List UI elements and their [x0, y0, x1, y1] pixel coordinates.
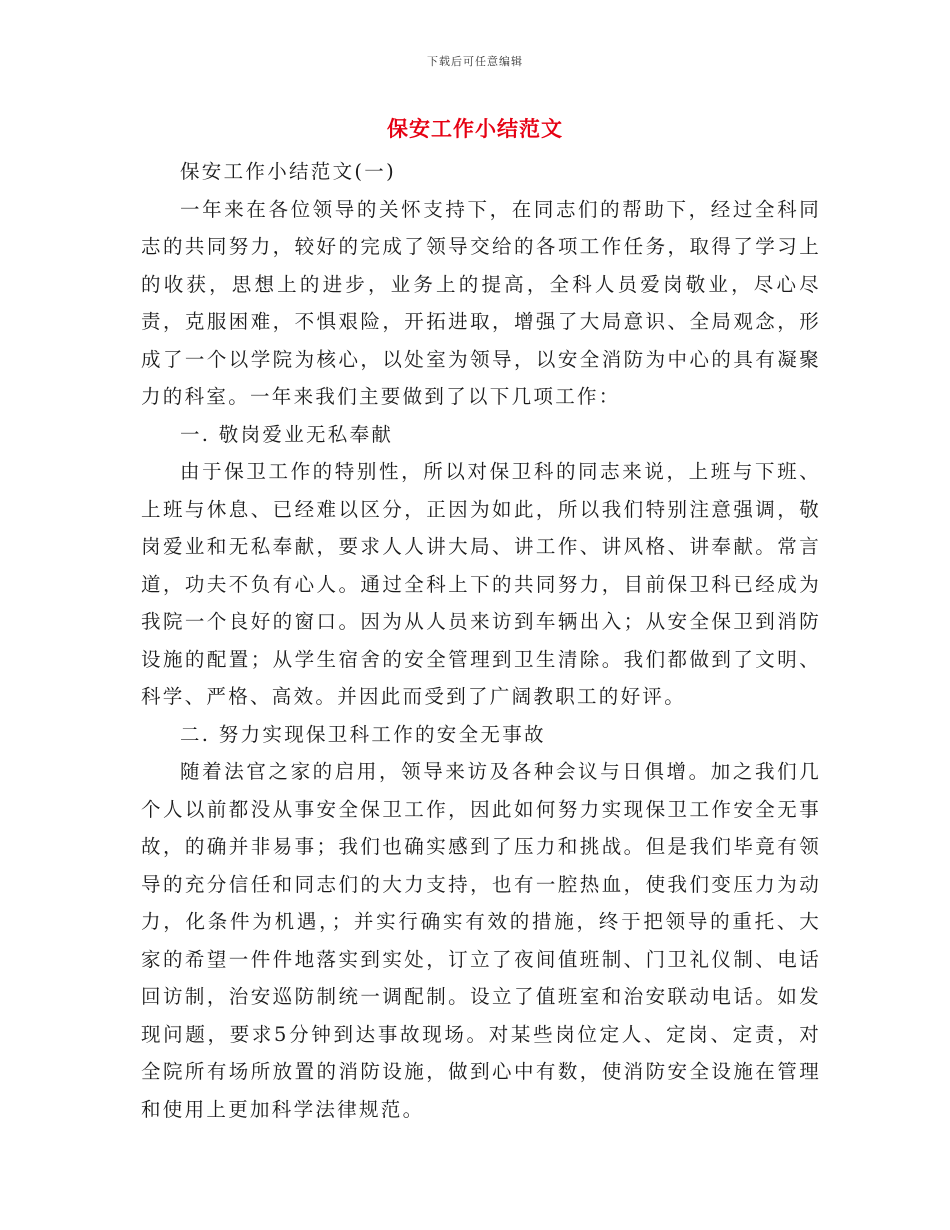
subtitle: 保安工作小结范文(一): [180, 160, 397, 183]
paragraph-section-1: 由于保卫工作的特别性，所以对保卫科的同志来说，上班与下班、上班与休息、已经难以区分，正因为如此，所以我们特别注意强调，敬岗爱业和无私奉献，要求人人讲大局、讲工作、讲风格、讲奉献。常言道，功夫不负有心人。通过全科上下的共同努力，目前保卫科已经成为我院一个良好的窗口。因为从人员来访到车辆出入；从安全保卫到消防设施的配置；从学生宿舍的安全管理到卫生清除。我们都做到了文明、科学、严格、高效。并因此而受到了广阔教职工的好评。: [141, 460, 821, 708]
section-heading-2: 二. 努力实现保卫科工作的安全无事故: [180, 722, 546, 746]
document-body: [141, 153, 821, 1128]
document-title: 保安工作小结范文: [387, 116, 563, 141]
section-heading-1: 一. 敬岗爱业无私奉献: [180, 422, 394, 446]
header-note: 下载后可任意编辑: [427, 55, 523, 68]
paragraph-intro: 一年来在各位领导的关怀支持下，在同志们的帮助下，经过全科同志的共同努力，较好的完成了领导交给的各项工作任务，取得了学习上的收获，思想上的进步，业务上的提高，全科人员爱岗敬业，尽心尽责，克服困难，不惧艰险，开拓进取，增强了大局意识、全局观念，形成了一个以学院为核心，以处室为领导，以安全消防为中心的具有凝聚力的科室。一年来我们主要做到了以下几项工作：: [141, 197, 821, 408]
paragraph-section-2: 随着法官之家的启用，领导来访及各种会议与日俱增。加之我们几个人以前都没从事安全保卫工作，因此如何努力实现保卫工作安全无事故，的确并非易事；我们也确实感到了压力和挑战。但是我们毕竟有领导的充分信任和同志们的大力支持，也有一腔热血，使我们变压力为动力，化条件为机遇，；并实行确实有效的措施，终于把领导的重托、大家的希望一件件地落实到实处，订立了夜间值班制、门卫礼仪制、电话回访制，治安巡防制统一调配制。设立了值班室和治安联动电话。如发现问题，要求5分钟到达事故现场。对某些岗位定人、定岗、定责，对全院所有场所放置的消防设施，做到心中有数，使消防安全设施在管理和使用上更加科学法律规范。: [141, 760, 821, 1121]
